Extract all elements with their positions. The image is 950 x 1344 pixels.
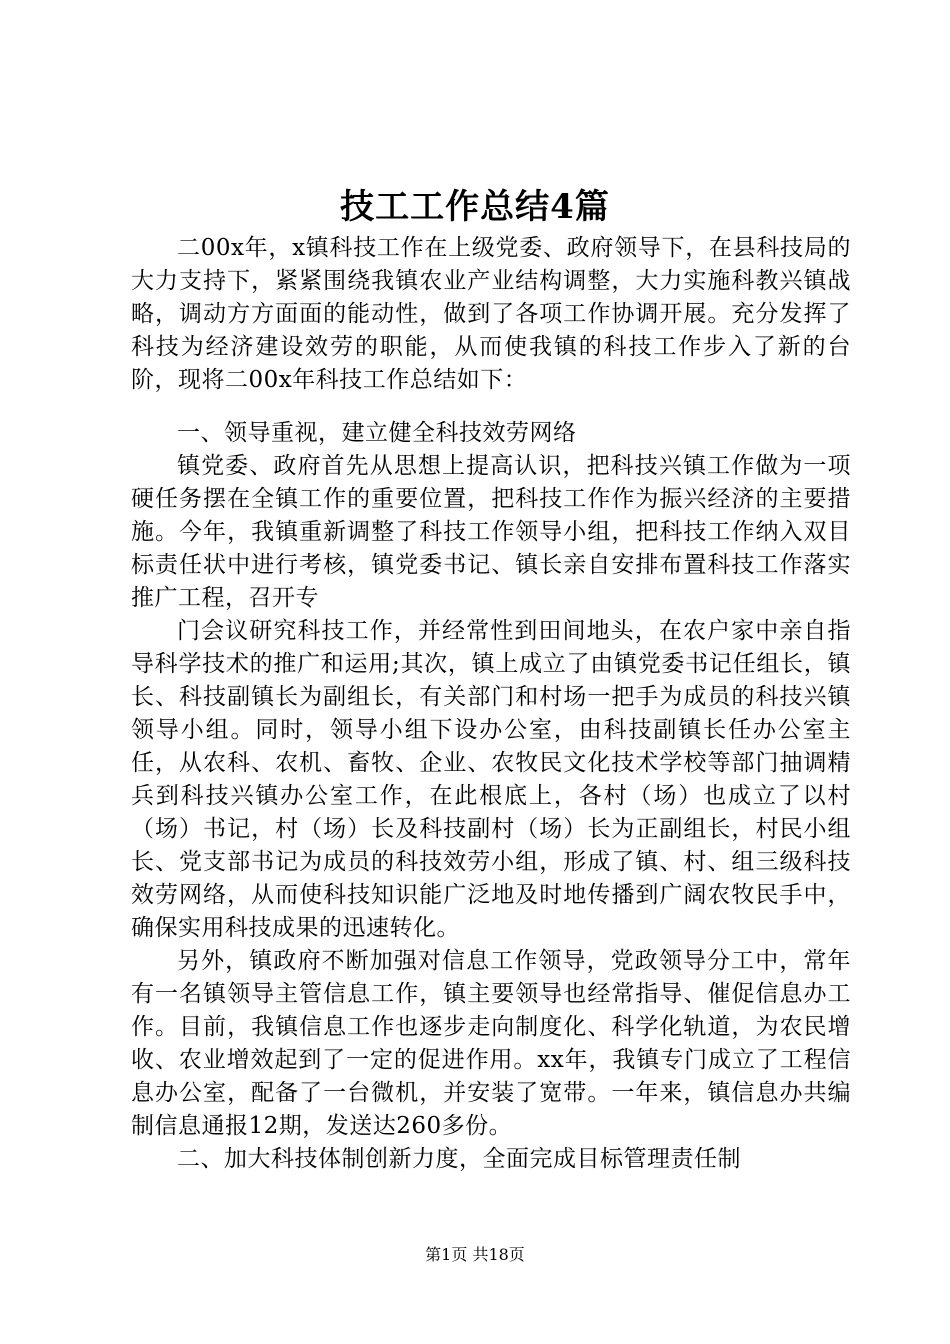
intro-paragraph: 二00x年，x镇科技工作在上级党委、政府领导下，在县科技局的大力支持下，紧紧围绕我镇农业产业结构调整，大力实施科教兴镇战略，调动方方面面的能动性，做到了各项工作协调开展。充分发挥了科技为经济建设效劳的职能，从而使我镇的科技工作步入了新的台阶，现将二00x年科技工作总结如下：	[131, 235, 851, 393]
section-heading-1: 一、领导重视，建立健全科技效劳网络	[177, 420, 577, 446]
body-paragraph: 门会议研究科技工作，并经常性到田间地头，在农户家中亲自指导科学技术的推广和运用;其次，镇上成立了由镇党委书记任组长，镇长、科技副镇长为副组长，有关部门和村场一把手为成员的科技兴镇领导小组。同时，领导小组下设办公室，由科技副镇长任办公室主任，从农科、农机、畜牧、企业、农牧民文化技术学校等部门抽调精兵到科技兴镇办公室工作，在此根底上，各村（场）也成立了以村（场）书记，村（场）长及科技副村（场）长为正副组长，村民小组长、党支部书记为成员的科技效劳小组，形成了镇、村、组三级科技效劳网络，从而使科技知识能广泛地及时地传播到广阔农牧民手中，确保实用科技成果的迅速转化。	[131, 618, 851, 941]
body-paragraph: 另外，镇政府不断加强对信息工作领导，党政领导分工中，常年有一名镇领导主管信息工作，镇主要领导也经常指导、催促信息办工作。目前，我镇信息工作也逐步走向制度化、科学化轨道，为农民增收、农业增效起到了一定的促进作用。xx年，我镇专门成立了工程信息办公室，配备了一台微机，并安装了宽带。一年来，镇信息办共编制信息通报12期，发送达260多份。	[131, 948, 851, 1139]
page-number-footer: 第1页 共18页	[425, 1245, 525, 1264]
body-paragraph: 镇党委、政府首先从思想上提高认识，把科技兴镇工作做为一项硬任务摆在全镇工作的重要位置，把科技工作作为振兴经济的主要措施。今年，我镇重新调整了科技工作领导小组，把科技工作纳入双目标责任状中进行考核，镇党委书记、镇长亲自安排布置科技工作落实推广工程，召开专	[131, 453, 851, 611]
section-heading-2: 二、加大科技体制创新力度，全面完成目标管理责任制	[177, 1146, 741, 1172]
document-title: 技工工作总结4篇	[340, 187, 610, 227]
document-body	[131, 232, 851, 1176]
